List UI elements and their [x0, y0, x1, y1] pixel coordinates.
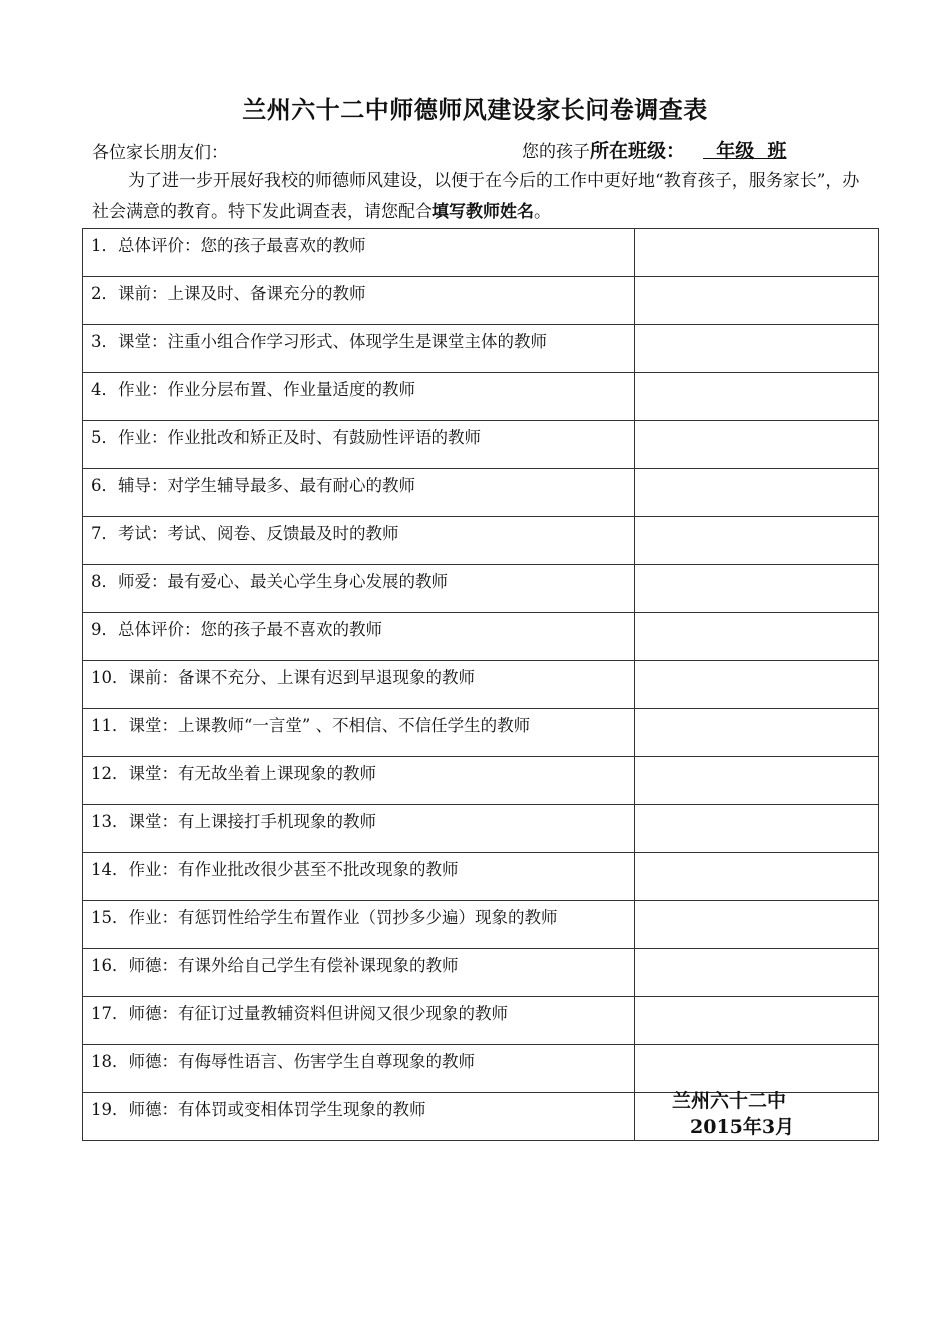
table-row [83, 565, 879, 613]
question-cell: 10．课前：备课不充分、上课有迟到早退现象的教师 [83, 661, 635, 709]
table-row [83, 421, 879, 469]
teacher-name-field[interactable] [635, 373, 879, 421]
class-info [522, 136, 786, 163]
table-row [83, 229, 879, 277]
question-cell: 12．课堂：有无故坐着上课现象的教师 [83, 757, 635, 805]
teacher-name-field[interactable] [635, 901, 879, 949]
teacher-name-field[interactable] [635, 757, 879, 805]
teacher-name-field[interactable] [635, 949, 879, 997]
teacher-name-field[interactable] [635, 517, 879, 565]
teacher-name-field[interactable] [635, 805, 879, 853]
teacher-name-field[interactable] [635, 277, 879, 325]
intro-bold-text: 填写教师姓名 [432, 202, 534, 222]
intro-end: 。 [534, 202, 551, 222]
question-cell: 1．总体评价：您的孩子最喜欢的教师 [83, 229, 635, 277]
question-cell: 7．考试：考试、阅卷、反馈最及时的教师 [83, 517, 635, 565]
table-row [83, 325, 879, 373]
teacher-name-field[interactable] [635, 565, 879, 613]
table-row [83, 613, 879, 661]
question-cell: 3．课堂：注重小组合作学习形式、体现学生是课堂主体的教师 [83, 325, 635, 373]
footer-school: 兰州六十二中 [672, 1090, 787, 1112]
teacher-name-field[interactable] [635, 229, 879, 277]
question-cell: 6．辅导：对学生辅导最多、最有耐心的教师 [83, 469, 635, 517]
table-row [83, 373, 879, 421]
question-cell: 11．课堂：上课教师“一言堂” 、不相信、不信任学生的教师 [83, 709, 635, 757]
question-cell: 4．作业：作业分层布置、作业量适度的教师 [83, 373, 635, 421]
table-row [83, 469, 879, 517]
question-cell: 16．师德：有课外给自己学生有偿补课现象的教师 [83, 949, 635, 997]
table-row [83, 949, 879, 997]
greeting-row [92, 136, 832, 162]
teacher-name-field[interactable] [635, 1045, 879, 1093]
child-label: 您的孩子 [522, 142, 590, 162]
survey-table [82, 228, 879, 1141]
intro-text: 为了进一步开展好我校的师德师风建设，以便于在今后的工作中更好地“教育孩子，服务家长”，办社会满意的教育。特下发此调查表，请您配合 [92, 171, 860, 222]
question-cell: 19．师德：有体罚或变相体罚学生现象的教师 [83, 1093, 635, 1141]
teacher-name-field[interactable] [635, 469, 879, 517]
teacher-name-field[interactable] [635, 853, 879, 901]
question-cell: 17．师德：有征订过量教辅资料但讲阅又很少现象的教师 [83, 997, 635, 1045]
teacher-name-field[interactable] [635, 421, 879, 469]
table-row [83, 277, 879, 325]
class-label: 所在班级： [590, 140, 686, 162]
table-row [83, 1045, 879, 1093]
question-cell: 14．作业：有作业批改很少甚至不批改现象的教师 [83, 853, 635, 901]
question-cell: 2．课前：上课及时、备课充分的教师 [83, 277, 635, 325]
table-row [83, 757, 879, 805]
footer-date: 2015年3月 [690, 1116, 795, 1138]
table-row [83, 709, 879, 757]
teacher-name-field[interactable] [635, 997, 879, 1045]
question-cell: 5．作业：作业批改和矫正及时、有鼓励性评语的教师 [83, 421, 635, 469]
teacher-name-field[interactable] [635, 709, 879, 757]
teacher-name-field[interactable] [635, 661, 879, 709]
survey-table-body [83, 229, 879, 1141]
class-value-field[interactable]: 年级 班 [703, 140, 787, 162]
teacher-name-field[interactable] [635, 613, 879, 661]
question-cell: 15．作业：有惩罚性给学生布置作业（罚抄多少遍）现象的教师 [83, 901, 635, 949]
page-title: 兰州六十二中师德师风建设家长问卷调查表 [242, 95, 708, 124]
question-cell: 13．课堂：有上课接打手机现象的教师 [83, 805, 635, 853]
table-row [83, 517, 879, 565]
teacher-name-field[interactable] [635, 325, 879, 373]
question-cell: 8．师爱：最有爱心、最关心学生身心发展的教师 [83, 565, 635, 613]
table-row [83, 661, 879, 709]
table-row [83, 997, 879, 1045]
question-cell: 18．师德：有侮辱性语言、伤害学生自尊现象的教师 [83, 1045, 635, 1093]
greeting: 各位家长朋友们： [92, 143, 228, 163]
signature-block [672, 1088, 794, 1140]
table-row [83, 901, 879, 949]
intro-paragraph [92, 166, 862, 228]
table-row [83, 805, 879, 853]
table-row [83, 853, 879, 901]
question-cell: 9．总体评价：您的孩子最不喜欢的教师 [83, 613, 635, 661]
